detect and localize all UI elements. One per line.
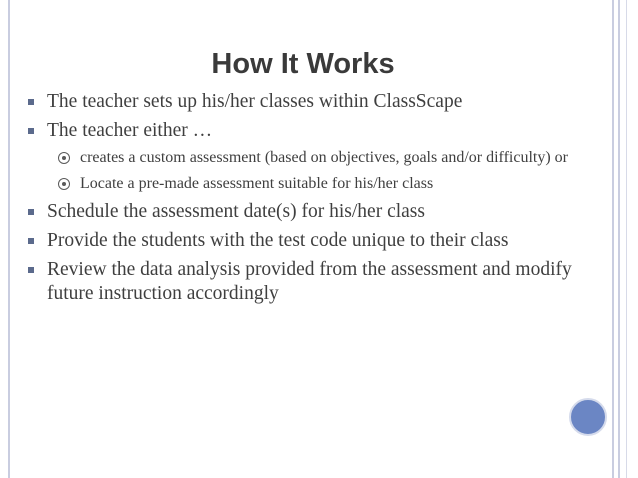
bullet-text: The teacher sets up his/her classes within ClassScape <box>47 91 463 112</box>
right-border-line-thin <box>626 0 627 478</box>
circle-bullet-icon <box>58 152 70 164</box>
sub-bullet-text: Locate a pre-made assessment suitable for his/her class <box>80 175 434 192</box>
right-border-line-inner <box>618 0 620 478</box>
bullet-text: Provide the students with the test code unique to their class <box>47 230 509 251</box>
sub-bullet-item <box>58 174 588 194</box>
slide-title: How It Works <box>211 48 395 80</box>
square-bullet-icon <box>28 128 34 134</box>
sub-bullet-item <box>58 148 588 168</box>
circle-bullet-icon <box>58 178 70 190</box>
bullet-item <box>28 119 588 143</box>
bullet-item <box>28 229 588 253</box>
bullet-list <box>28 90 588 311</box>
square-bullet-icon <box>28 238 34 244</box>
decorative-circle-icon <box>569 398 607 436</box>
square-bullet-icon <box>28 267 34 273</box>
square-bullet-icon <box>28 99 34 105</box>
bullet-item <box>28 258 588 306</box>
square-bullet-icon <box>28 209 34 215</box>
sub-bullet-text: creates a custom assessment (based on objectives, goals and/or difficulty) or <box>80 149 569 166</box>
right-border-line-outer <box>612 0 614 478</box>
bullet-text: The teacher either … <box>47 120 213 141</box>
bullet-text: Schedule the assessment date(s) for his/her class <box>47 201 425 222</box>
bullet-item <box>28 90 588 114</box>
bullet-text: Review the data analysis provided from the assessment and modify future instruction accordingly <box>47 259 572 304</box>
bullet-item <box>28 200 588 224</box>
